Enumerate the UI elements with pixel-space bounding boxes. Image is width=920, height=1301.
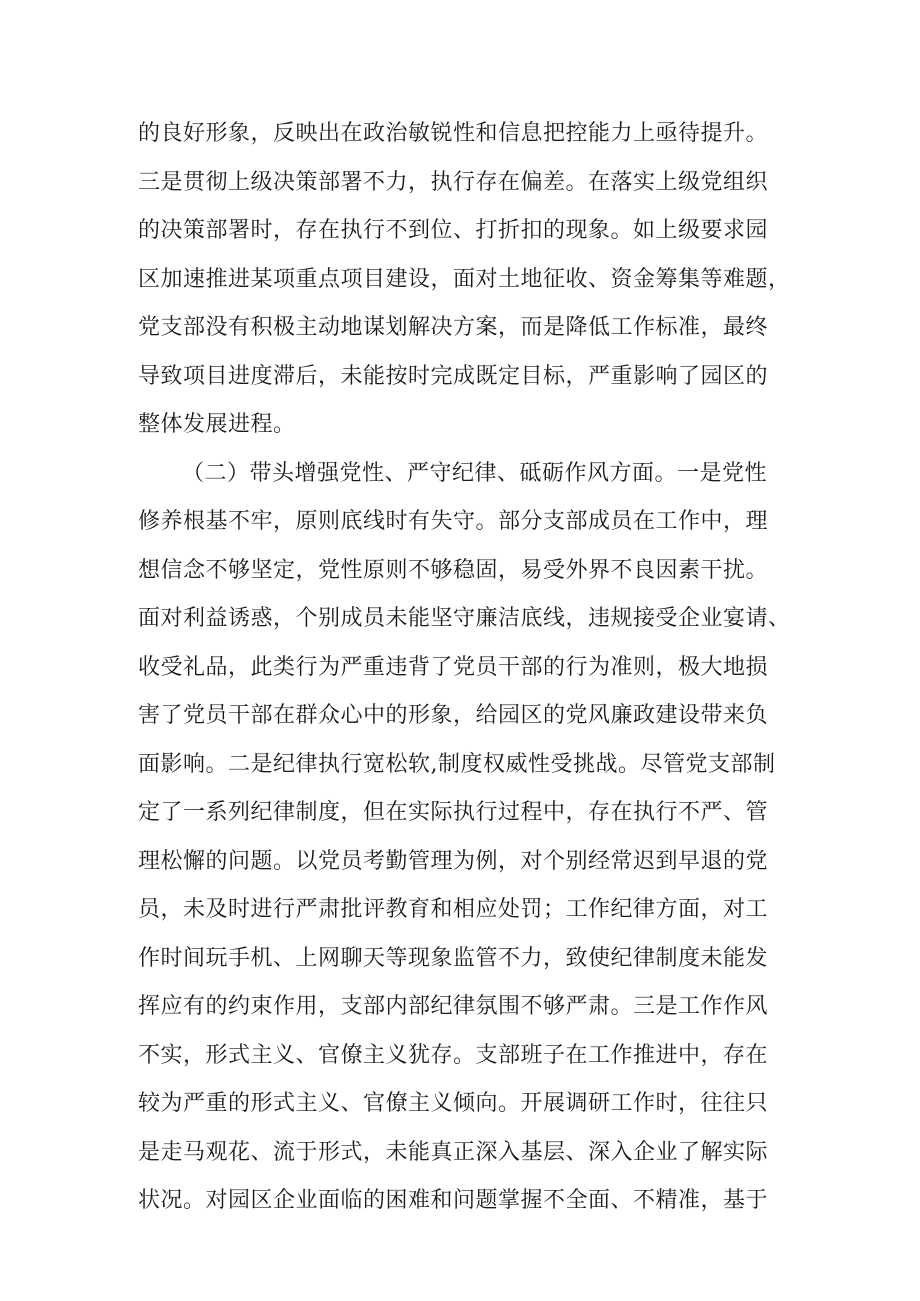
text-line: 的良好形象，反映出在政治敏锐性和信息把控能力上亟待提升。 bbox=[138, 121, 769, 146]
text-line: 党支部没有积极主动地谋划解决方案，而是降低工作标准，最终 bbox=[138, 315, 769, 340]
text-line: 较为严重的形式主义、官僚主义倾向。开展调研工作时，往往只 bbox=[138, 1091, 769, 1116]
text-line: 三是贯彻上级决策部署不力，执行存在偏差。在落实上级党组织 bbox=[138, 169, 769, 195]
text-line: 害了党员干部在群众心中的形象，给园区的党风廉政建设带来负 bbox=[138, 703, 769, 728]
body-text bbox=[138, 110, 798, 1226]
text-line: 整体发展进程。 bbox=[138, 412, 296, 437]
text-line: 区加速推进某项重点项目建设，面对土地征收、资金筹集等难题， bbox=[138, 266, 791, 292]
text-line: 不实，形式主义、官僚主义犹存。支部班子在工作推进中，存在 bbox=[138, 1042, 769, 1068]
text-line: 修养根基不牢，原则底线时有失守。部分支部成员在工作中，理 bbox=[138, 509, 769, 534]
text-line: 理松懈的问题。以党员考勤管理为例，对个别经常迟到早退的党 bbox=[138, 848, 769, 874]
text-line: 想信念不够坚定，党性原则不够稳固，易受外界不良因素干扰。 bbox=[138, 557, 769, 583]
text-line: 员，未及时进行严肃批评教育和相应处罚；工作纪律方面，对工 bbox=[138, 897, 769, 922]
text-line: 收受礼品，此类行为严重违背了党员干部的行为准则，极大地损 bbox=[138, 654, 769, 680]
text-line: 状况。对园区企业面临的困难和问题掌握不全面、不精准，基于 bbox=[138, 1188, 769, 1213]
text-line: 作时间玩手机、上网聊天等现象监管不力，致使纪律制度未能发 bbox=[138, 945, 769, 971]
text-line: 定了一系列纪律制度，但在实际执行过程中，存在执行不严、管 bbox=[138, 800, 769, 825]
text-line: 挥应有的约束作用，支部内部纪律氛围不够严肃。三是工作作风 bbox=[138, 994, 769, 1019]
text-line: 面影响。二是纪律执行宽松软,制度权威性受挑战。尽管党支部制 bbox=[138, 751, 776, 777]
text-line: 面对利益诱惑，个别成员未能坚守廉洁底线，违规接受企业宴请、 bbox=[138, 606, 791, 631]
text-line: 是走马观花、流于形式，未能真正深入基层、深入企业了解实际 bbox=[138, 1139, 769, 1165]
text-line: 导致项目进度滞后，未能按时完成既定目标，严重影响了园区的 bbox=[138, 363, 769, 389]
text-line: （二）带头增强党性、严守纪律、砥砺作风方面。一是党性 bbox=[182, 460, 768, 486]
text-line: 的决策部署时，存在执行不到位、打折扣的现象。如上级要求园 bbox=[138, 218, 769, 243]
